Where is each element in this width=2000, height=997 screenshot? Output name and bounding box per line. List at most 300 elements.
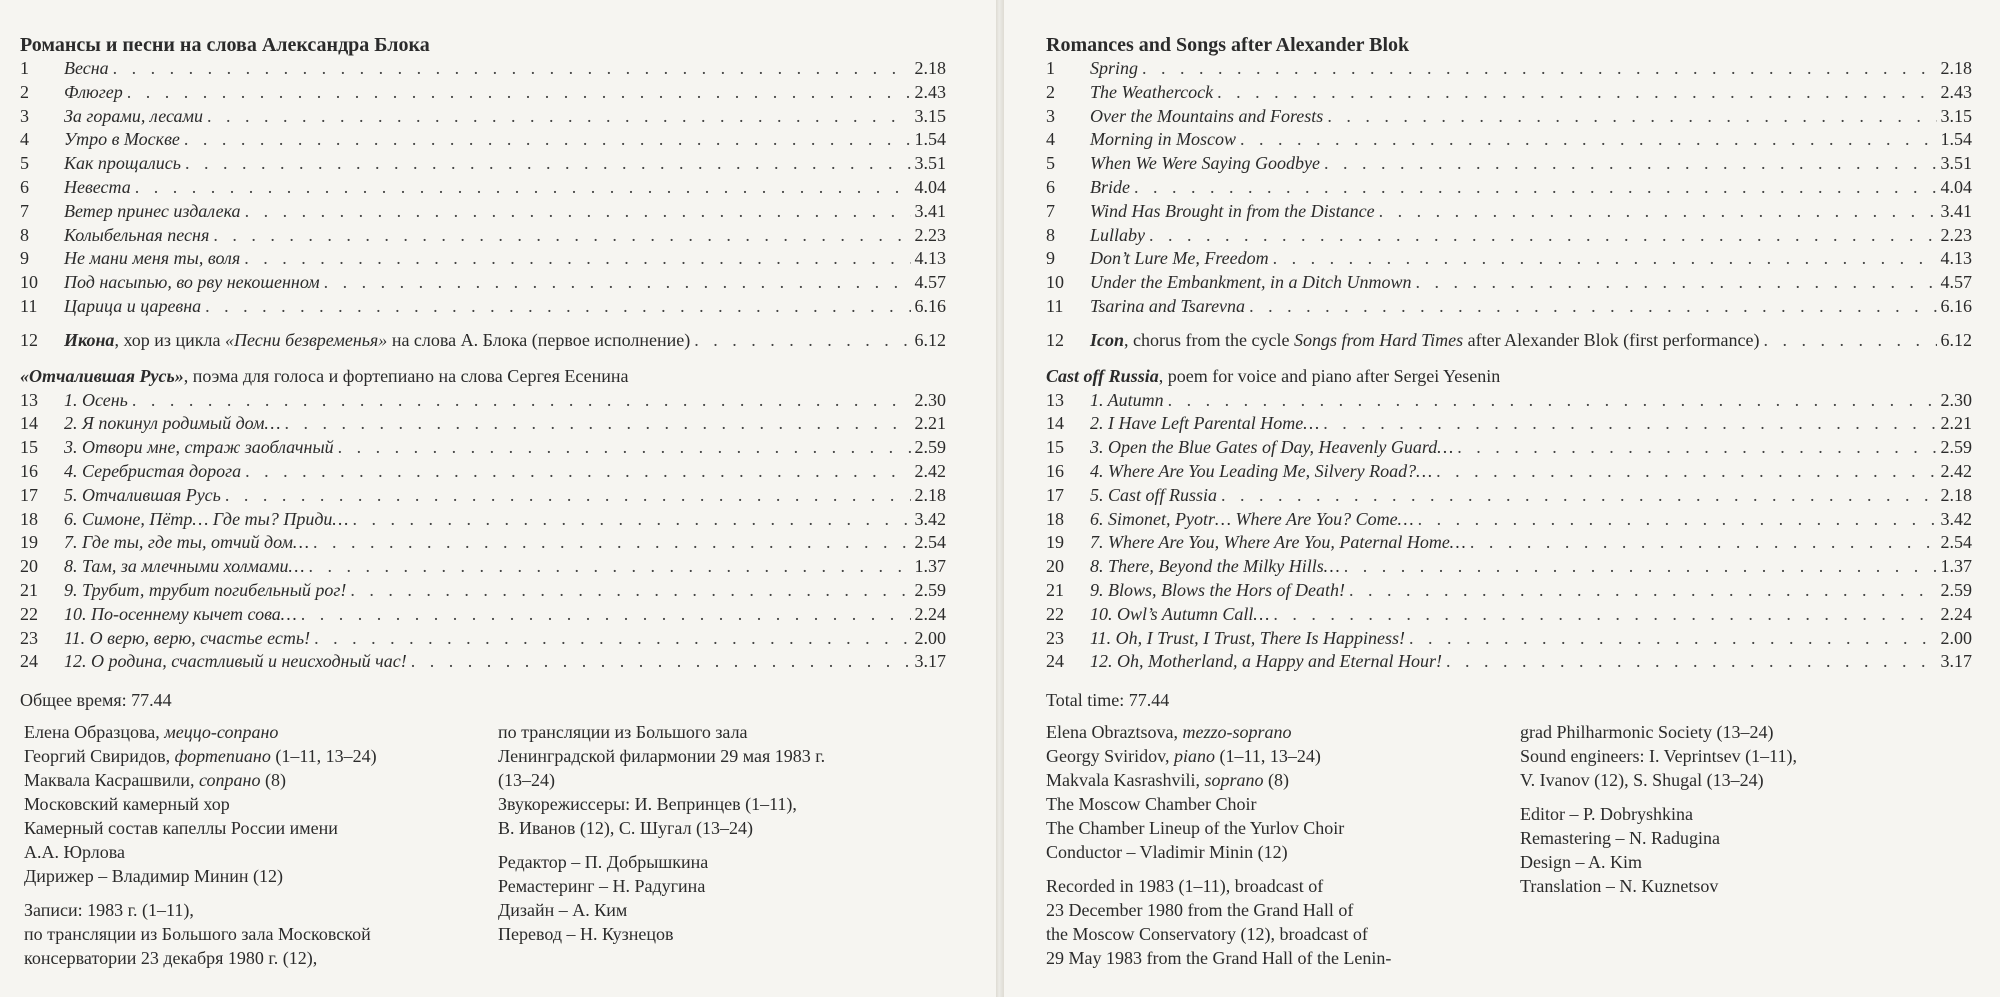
track-number: 9 (1046, 248, 1055, 269)
track-duration: 4.04 (914, 176, 946, 197)
credit-line (1046, 720, 1516, 744)
leader-dots (1323, 412, 1936, 436)
track-row (1046, 224, 1972, 248)
track-title: Царица и царевна (64, 295, 202, 316)
track-title: 8. There, Beyond the Milky Hills… (1090, 556, 1340, 577)
credit-line: Translation – N. Kuznetsov (1520, 876, 1719, 896)
track-title (64, 329, 690, 353)
track-row (20, 508, 946, 532)
track-title: Флюгер (64, 81, 123, 102)
track-row (20, 389, 946, 413)
track-duration: 2.59 (1940, 437, 1972, 458)
leader-dots (1142, 57, 1936, 81)
performer-role: piano (1174, 746, 1216, 766)
leader-dots (694, 329, 910, 353)
track-number: 5 (1046, 153, 1055, 174)
track-row (20, 128, 946, 152)
track-row (1046, 436, 1972, 460)
tracklist-russian (20, 33, 946, 712)
track-number: 1 (1046, 58, 1055, 78)
leader-dots (135, 176, 911, 200)
track-title: 8. Там, за млечными холмами… (64, 556, 305, 577)
track-title: 1. Autumn (1090, 389, 1164, 410)
track-number: 11 (20, 295, 38, 316)
track-row (1046, 627, 1972, 651)
leader-dots (1418, 508, 1937, 532)
track-duration: 1.54 (1940, 129, 1972, 150)
track-number: 19 (1046, 532, 1064, 553)
performer-role: mezzo-soprano (1182, 722, 1292, 742)
track-duration: 2.42 (1940, 460, 1972, 481)
track-title: За горами, лесами (64, 105, 203, 126)
track-duration: 2.30 (914, 389, 946, 410)
track-title: 5. Отчалившая Русь (64, 484, 221, 505)
track-number: 7 (20, 200, 29, 221)
track-title: 3. Open the Blue Gates of Day, Heavenly Guard… (1090, 437, 1454, 458)
track-number: 22 (20, 603, 38, 624)
track-duration: 2.18 (1940, 484, 1972, 505)
track-duration: 4.57 (914, 272, 946, 293)
credit-line: Recorded in 1983 (1–11), broadcast of (1046, 876, 1324, 896)
performer-tracks: (1–11, 13–24) (270, 746, 377, 766)
credit-line: Дирижер – Владимир Минин (12) (24, 866, 284, 886)
track-duration: 2.24 (914, 603, 946, 624)
track-title: 4. Where Are You Leading Me, Silvery Road?… (1090, 460, 1433, 481)
track-title: 10. По-осеннему кычет сова… (64, 603, 297, 624)
cycle-desc: , поэма для голоса и фортепиано на слова Сергея Есенина (183, 365, 629, 386)
performer-name: Георгий Свиридов, (24, 746, 175, 766)
track-duration: 2.54 (914, 532, 946, 553)
credits-performers (1046, 720, 1516, 970)
work-title: Icon (1090, 329, 1125, 350)
track-title: Morning in Moscow (1090, 129, 1236, 150)
track-number: 10 (20, 272, 38, 293)
track-number: 17 (1046, 484, 1064, 505)
leader-dots (324, 271, 911, 295)
cycle-title: Cast off Russia (1046, 365, 1159, 386)
track-row (1046, 81, 1972, 105)
track-number: 24 (20, 651, 38, 672)
credit-line: Ленинградской филармонии 29 мая 1983 г. (498, 746, 826, 766)
work-title: Икона (64, 329, 115, 350)
track-number: 7 (1046, 200, 1055, 221)
track-number: 23 (20, 627, 38, 648)
credit-line: The Chamber Lineup of the Yurlov Choir (1046, 818, 1345, 838)
track-title: Under the Embankment, in a Ditch Unmown (1090, 272, 1412, 293)
track-title: 11. Oh, I Trust, I Trust, There Is Happiness! (1090, 627, 1406, 648)
track-duration: 2.00 (914, 627, 946, 648)
track-duration: 2.21 (914, 413, 946, 434)
track-row (20, 224, 946, 248)
track-number: 2 (20, 81, 29, 102)
track-row (1046, 105, 1972, 129)
track-row (1046, 295, 1972, 319)
track-duration: 4.13 (1940, 248, 1972, 269)
performer-tracks: (8) (1263, 770, 1289, 790)
track-duration: 4.57 (1940, 272, 1972, 293)
credit-line: The Moscow Chamber Choir (1046, 794, 1257, 814)
track-duration: 2.54 (1940, 532, 1972, 553)
track-number: 15 (1046, 437, 1064, 458)
section-title: Романсы и песни на слова Александра Блока (20, 34, 430, 56)
track-row (1046, 57, 1972, 81)
credit-line: Remastering – N. Radugina (1520, 828, 1720, 848)
track-duration: 6.12 (1940, 329, 1972, 350)
cycle-heading (20, 363, 946, 389)
leader-dots (1764, 329, 1937, 353)
track-row (20, 152, 946, 176)
track-number: 24 (1046, 651, 1064, 672)
track-duration: 3.15 (1940, 105, 1972, 126)
credit-line: grad Philharmonic Society (13–24) (1520, 722, 1774, 742)
track-row (1046, 389, 1972, 413)
track-number: 21 (20, 579, 38, 600)
track-row (1046, 200, 1972, 224)
track-duration: 3.42 (1940, 508, 1972, 529)
section-title: Romances and Songs after Alexander Blok (1046, 34, 1410, 56)
track-row (1046, 531, 1972, 555)
track-duration: 2.43 (1940, 81, 1972, 102)
credit-line: Conductor – Vladimir Minin (12) (1046, 842, 1288, 862)
leader-dots (184, 128, 911, 152)
leader-dots (1436, 460, 1936, 484)
track-duration: 2.18 (1940, 58, 1972, 78)
track-title: 7. Где ты, где ты, отчий дом… (64, 532, 309, 553)
track-row (20, 460, 946, 484)
cycle-heading (1046, 363, 1972, 389)
track-row-icon (1046, 329, 1972, 353)
track-title: Невеста (64, 176, 131, 197)
track-row (1046, 128, 1972, 152)
credit-line: Московский камерный хор (24, 794, 230, 814)
track-title: Не мани меня ты, воля (64, 248, 241, 269)
track-row-icon (20, 329, 946, 353)
leader-dots (225, 484, 911, 508)
leader-dots (1240, 128, 1937, 152)
work-desc: , хор из цикла (114, 329, 225, 350)
work-desc-rest: на слова А. Блока (первое исполнение) (387, 329, 691, 350)
leader-dots (301, 603, 911, 627)
leader-dots (1221, 484, 1936, 508)
track-title: The Weathercock (1090, 81, 1214, 102)
track-row (20, 105, 946, 129)
performer-role: сопрано (198, 770, 261, 790)
performer-name: Makvala Kasrashvili, (1046, 770, 1205, 790)
track-title: 12. О родина, счастливый и неисходный час! (64, 651, 407, 672)
leader-dots (1149, 224, 1936, 248)
track-duration: 4.04 (1940, 176, 1972, 197)
leader-dots (113, 57, 911, 81)
track-title: 4. Серебристая дорога (64, 460, 242, 481)
leader-dots (1217, 81, 1936, 105)
track-title: Колыбельная песня (64, 224, 210, 245)
leader-dots (1134, 176, 1937, 200)
performer-name: Georgy Sviridov, (1046, 746, 1174, 766)
track-duration: 2.18 (914, 484, 946, 505)
cycle-desc: , poem for voice and piano after Sergei Yesenin (1158, 365, 1501, 386)
track-title: 7. Where Are You, Where Are You, Paternal Home… (1090, 532, 1466, 553)
credit-line: 23 December 1980 from the Grand Hall of (1046, 900, 1354, 920)
track-duration: 2.43 (914, 81, 946, 102)
track-title: When We Were Saying Goodbye (1090, 153, 1320, 174)
leader-dots (1409, 627, 1936, 651)
track-title: Ветер принес издалека (64, 200, 241, 221)
credit-line: по трансляции из Большого зала Московской (24, 924, 371, 944)
leader-dots (205, 295, 910, 319)
track-duration: 3.51 (1940, 153, 1972, 174)
track-title: 2. Я покинул родимый дом… (64, 413, 281, 434)
track-number: 20 (20, 556, 38, 577)
cycle-name: «Песни безвременья» (224, 329, 388, 350)
credits-performers (24, 720, 494, 970)
leader-dots (1344, 555, 1937, 579)
leader-dots (1324, 152, 1937, 176)
track-title: Don’t Lure Me, Freedom (1090, 248, 1269, 269)
track-row (20, 603, 946, 627)
track-number: 6 (1046, 176, 1055, 197)
performer-role: фортепиано (174, 746, 271, 766)
track-row (1046, 460, 1972, 484)
credit-line: В. Иванов (12), С. Шугал (13–24) (498, 818, 754, 838)
track-number: 4 (1046, 129, 1055, 150)
credit-line: (13–24) (498, 770, 555, 790)
track-duration: 6.16 (1940, 295, 1972, 316)
track-row (20, 436, 946, 460)
work-desc-rest: after Alexander Blok (first performance) (1463, 329, 1760, 350)
leader-dots (1349, 579, 1937, 603)
track-duration: 3.42 (914, 508, 946, 529)
page-russian (0, 0, 996, 997)
credit-line (24, 744, 494, 768)
track-row (1046, 412, 1972, 436)
track-duration: 1.37 (1940, 556, 1972, 577)
credit-line (1046, 768, 1516, 792)
performer-role: меццо-сопрано (164, 722, 279, 742)
leader-dots (1249, 295, 1936, 319)
leader-dots (132, 389, 911, 413)
track-number: 19 (20, 532, 38, 553)
performer-tracks: (1–11, 13–24) (1215, 746, 1321, 766)
track-title: 11. О верю, верю, счастье есть! (64, 627, 311, 648)
leader-dots (314, 627, 910, 651)
leader-dots (350, 579, 910, 603)
track-duration: 3.51 (914, 153, 946, 174)
track-number: 14 (1046, 413, 1064, 434)
track-row (20, 555, 946, 579)
credit-line: Sound engineers: I. Veprintsev (1–11), (1520, 746, 1797, 766)
leader-dots (1446, 650, 1937, 674)
work-desc: , chorus from the cycle (1124, 329, 1294, 350)
track-number: 13 (20, 389, 38, 410)
leader-dots (1273, 603, 1936, 627)
track-row (20, 531, 946, 555)
credit-line: Записи: 1983 г. (1–11), (24, 900, 194, 920)
track-duration: 2.18 (914, 58, 946, 78)
track-number: 12 (1046, 329, 1064, 350)
track-number: 4 (20, 129, 29, 150)
leader-dots (213, 224, 910, 248)
track-row (20, 295, 946, 319)
performer-name: Elena Obraztsova, (1046, 722, 1183, 742)
track-number: 16 (1046, 460, 1064, 481)
leader-dots (244, 247, 910, 271)
track-number: 18 (1046, 508, 1064, 529)
track-duration: 2.23 (914, 224, 946, 245)
track-number: 5 (20, 153, 29, 174)
track-number: 18 (20, 508, 38, 529)
track-duration: 1.37 (914, 556, 946, 577)
credit-line: Дизайн – А. Ким (498, 900, 628, 920)
page-english (1004, 0, 2000, 997)
track-title: 6. Simonet, Pyotr… Where Are You? Come… (1090, 508, 1414, 529)
track-title: Lullaby (1090, 224, 1146, 245)
leader-dots (338, 436, 911, 460)
leader-dots (1457, 436, 1936, 460)
track-title: 10. Owl’s Autumn Call… (1090, 603, 1270, 624)
credit-line: Звукорежиссеры: И. Вепринцев (1–11), (498, 794, 797, 814)
track-title: Под насыпью, во рву некошенном (64, 272, 320, 293)
track-title (1090, 329, 1760, 353)
booklet-fold (996, 0, 1004, 997)
track-row (20, 484, 946, 508)
track-number: 1 (20, 58, 29, 78)
track-number: 22 (1046, 603, 1064, 624)
track-row (1046, 271, 1972, 295)
track-row (1046, 650, 1972, 674)
leader-dots (285, 412, 911, 436)
total-time: Общее время: 77.44 (20, 690, 172, 711)
performer-tracks: (8) (260, 770, 286, 790)
credit-line: Камерный состав капеллы России имени (24, 818, 338, 838)
track-duration: 2.23 (1940, 224, 1972, 245)
track-row (20, 579, 946, 603)
leader-dots (1470, 531, 1937, 555)
credit-line: консерватории 23 декабря 1980 г. (12), (24, 948, 318, 968)
credits-production (1520, 720, 1990, 898)
credit-line: Редактор – П. Добрышкина (498, 852, 709, 872)
track-row (20, 627, 946, 651)
track-title: Как прощались (64, 153, 181, 174)
total-time: Total time: 77.44 (1046, 690, 1170, 711)
track-duration: 3.41 (914, 200, 946, 221)
cycle-title: «Отчалившая Русь» (20, 365, 184, 386)
track-title: Spring (1090, 58, 1139, 78)
credit-line: Design – A. Kim (1520, 852, 1643, 872)
credit-line: А.А. Юрлова (24, 842, 125, 862)
track-row (20, 57, 946, 81)
performer-name: Елена Образцова, (24, 722, 165, 742)
track-row (20, 247, 946, 271)
track-title: Over the Mountains and Forests (1090, 105, 1324, 126)
leader-dots (1168, 389, 1937, 413)
credit-line: Ремастеринг – Н. Радугина (498, 876, 706, 896)
track-title: 9. Blows, Blows the Hors of Death! (1090, 579, 1345, 600)
track-number: 20 (1046, 556, 1064, 577)
track-duration: 2.59 (1940, 579, 1972, 600)
track-title: 2. I Have Left Parental Home… (1090, 413, 1320, 434)
track-number: 9 (20, 248, 29, 269)
credit-line (24, 768, 494, 792)
leader-dots (1379, 200, 1937, 224)
track-duration: 2.42 (914, 460, 946, 481)
track-number: 21 (1046, 579, 1064, 600)
leader-dots (313, 531, 911, 555)
track-number: 3 (1046, 105, 1055, 126)
track-title: Bride (1090, 176, 1130, 197)
track-duration: 4.13 (914, 248, 946, 269)
performer-name: Маквала Касрашвили, (24, 770, 199, 790)
track-duration: 3.17 (1940, 651, 1972, 672)
track-duration: 1.54 (914, 129, 946, 150)
leader-dots (245, 460, 910, 484)
track-row (1046, 508, 1972, 532)
track-number: 15 (20, 437, 38, 458)
track-title: Утро в Москве (64, 129, 180, 150)
credit-line (1046, 744, 1516, 768)
leader-dots (245, 200, 911, 224)
track-title: 3. Отвори мне, страж заоблачный (64, 437, 334, 458)
track-duration: 3.15 (914, 105, 946, 126)
track-duration: 6.16 (914, 295, 946, 316)
track-row (1046, 484, 1972, 508)
track-duration: 3.41 (1940, 200, 1972, 221)
track-row (20, 81, 946, 105)
track-row (20, 200, 946, 224)
track-title: 6. Симоне, Пётр… Где ты? Приди… (64, 508, 349, 529)
tracklist-english (1046, 33, 1972, 712)
track-title: 1. Осень (64, 389, 128, 410)
track-row (1046, 176, 1972, 200)
track-number: 3 (20, 105, 29, 126)
track-row (20, 650, 946, 674)
track-duration: 2.24 (1940, 603, 1972, 624)
credit-line: V. Ivanov (12), S. Shugal (13–24) (1520, 770, 1764, 790)
track-duration: 2.30 (1940, 389, 1972, 410)
track-number: 12 (20, 329, 38, 350)
track-row (1046, 579, 1972, 603)
track-number: 10 (1046, 272, 1064, 293)
credit-line: по трансляции из Большого зала (498, 722, 748, 742)
track-title: 12. Oh, Motherland, a Happy and Eternal Hour! (1090, 651, 1442, 672)
track-duration: 6.12 (914, 329, 946, 350)
credit-line: Перевод – Н. Кузнецов (498, 924, 674, 944)
track-row (1046, 152, 1972, 176)
track-title: 5. Cast off Russia (1090, 484, 1218, 505)
leader-dots (207, 105, 911, 129)
track-duration: 2.00 (1940, 627, 1972, 648)
track-title: Wind Has Brought in from the Distance (1090, 200, 1375, 221)
performer-role: soprano (1204, 770, 1264, 790)
leader-dots (352, 508, 910, 532)
cycle-name: Songs from Hard Times (1293, 329, 1464, 350)
track-duration: 2.59 (914, 437, 946, 458)
track-number: 23 (1046, 627, 1064, 648)
track-number: 11 (1046, 295, 1064, 316)
track-number: 8 (20, 224, 29, 245)
track-row (1046, 555, 1972, 579)
credit-line: 29 May 1983 from the Grand Hall of the Lenin- (1046, 948, 1392, 968)
leader-dots (127, 81, 911, 105)
track-duration: 2.21 (1940, 413, 1972, 434)
credit-line (24, 720, 494, 744)
leader-dots (1415, 271, 1936, 295)
track-row (1046, 603, 1972, 627)
track-number: 14 (20, 413, 38, 434)
track-number: 17 (20, 484, 38, 505)
track-row (20, 271, 946, 295)
leader-dots (309, 555, 911, 579)
track-row (20, 412, 946, 436)
